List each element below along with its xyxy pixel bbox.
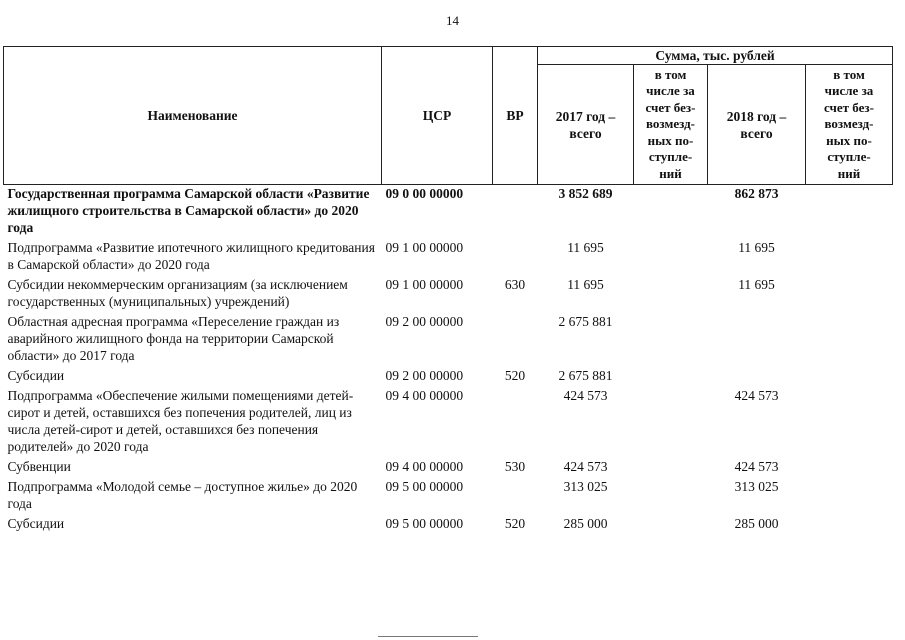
- header-line: в том: [833, 66, 865, 82]
- cell-free-2017: [634, 384, 708, 455]
- header-line: ступле-: [648, 149, 693, 165]
- header-line: ных по-: [647, 132, 694, 148]
- cell-total-2018: [708, 364, 806, 384]
- cell-vr: [493, 236, 538, 273]
- cell-csr: 09 2 00 00000: [385, 314, 464, 329]
- header-free-2017: [634, 65, 708, 185]
- cell-csr: 09 1 00 00000: [385, 240, 464, 255]
- header-line: возмезд-: [824, 116, 874, 132]
- cell-csr: 09 1 00 00000: [385, 277, 464, 292]
- cell-free-2018: [806, 185, 893, 237]
- cell-csr: 09 4 00 00000: [385, 388, 464, 403]
- cell-free-2018: [806, 455, 893, 475]
- cell-free-2018: [806, 475, 893, 512]
- cell-vr: [493, 185, 538, 237]
- cell-total-2018: [708, 310, 806, 364]
- header-total-2018: 2018 год – всего: [708, 65, 806, 185]
- header-vr: ВР: [493, 47, 538, 185]
- header-line: числе за: [646, 83, 695, 99]
- table-row: [4, 310, 893, 364]
- header-free-2018: [806, 65, 893, 185]
- cell-total-2017: 285 000: [563, 516, 608, 531]
- header-line: в том: [654, 66, 687, 82]
- cell-name: Подпрограмма «Молодой семье – доступное жилье» до 2020 года: [7, 479, 358, 511]
- cell-total-2017: 424 573: [563, 459, 608, 474]
- header-line: счет без-: [824, 99, 874, 115]
- cell-total-2018: 285 000: [734, 516, 779, 531]
- cell-free-2017: [634, 185, 708, 237]
- header-line: числе за: [824, 83, 874, 99]
- header-total-2017: 2017 год – всего: [538, 65, 634, 185]
- header-line: возмезд-: [646, 116, 695, 132]
- cell-total-2017: 11 695: [567, 240, 604, 255]
- cell-csr: 09 5 00 00000: [385, 479, 464, 494]
- cell-free-2017: [634, 310, 708, 364]
- header-line: ний: [659, 165, 682, 181]
- cell-name: Субсидии: [7, 368, 65, 383]
- header-sum-group: Сумма, тыс. рублей: [538, 47, 893, 65]
- footer-rule: [378, 636, 478, 637]
- cell-vr: 520: [504, 516, 526, 531]
- cell-free-2018: [806, 364, 893, 384]
- cell-csr: 09 4 00 00000: [385, 459, 464, 474]
- table-body: [4, 185, 893, 533]
- cell-name: Субвенции: [7, 459, 71, 474]
- cell-csr: 09 0 00 00000: [385, 186, 464, 201]
- cell-free-2017: [634, 273, 708, 310]
- table-row: [4, 455, 893, 475]
- cell-total-2018: 424 573: [734, 388, 779, 403]
- cell-free-2017: [634, 364, 708, 384]
- header-name: Наименование: [4, 47, 382, 185]
- cell-name: Субсидии: [7, 516, 65, 531]
- header-line: ступле-: [827, 149, 871, 165]
- cell-total-2017: 3 852 689: [558, 186, 613, 201]
- cell-total-2017: 2 675 881: [558, 368, 613, 383]
- cell-free-2017: [634, 475, 708, 512]
- table-row: [4, 384, 893, 455]
- cell-vr: [493, 475, 538, 512]
- cell-vr: 630: [504, 277, 526, 292]
- cell-free-2017: [634, 455, 708, 475]
- cell-name: Государственная программа Самарской области «Развитие жилищного строительства в Самарской области» до 2020 года: [7, 186, 370, 235]
- cell-total-2017: 11 695: [567, 277, 604, 292]
- header-csr: ЦСР: [382, 47, 493, 185]
- cell-total-2017: 313 025: [563, 479, 608, 494]
- cell-name: Подпрограмма «Обеспечение жилыми помещениями детей-сирот и детей, оставшихся без попечения родителей, лиц из числа детей-сирот и детей, оставшихся без попечения родителей» до 2020 года: [7, 388, 354, 454]
- header-row-top: [4, 47, 893, 65]
- cell-vr: [493, 384, 538, 455]
- cell-total-2017: 2 675 881: [558, 314, 613, 329]
- header-line: ных по-: [826, 132, 872, 148]
- cell-free-2017: [634, 512, 708, 532]
- cell-name: Подпрограмма «Развитие ипотечного жилищного кредитования в Самарской области» до 2020 года: [7, 240, 375, 272]
- cell-name: Областная адресная программа «Переселение граждан из аварийного жилищного фонда на территории Самарской области» до 2017 года: [7, 314, 340, 363]
- cell-total-2018: 313 025: [734, 479, 779, 494]
- table-row: [4, 475, 893, 512]
- cell-total-2018: 11 695: [738, 277, 775, 292]
- cell-csr: 09 2 00 00000: [385, 368, 464, 383]
- cell-total-2018: 11 695: [738, 240, 775, 255]
- cell-csr: 09 5 00 00000: [385, 516, 464, 531]
- cell-vr: 520: [504, 368, 526, 383]
- table-row: [4, 512, 893, 532]
- cell-free-2018: [806, 512, 893, 532]
- cell-total-2017: 424 573: [563, 388, 608, 403]
- cell-total-2018: 862 873: [734, 186, 779, 201]
- cell-total-2018: 424 573: [734, 459, 779, 474]
- cell-vr: [493, 310, 538, 364]
- table-row: [4, 236, 893, 273]
- table-row: [4, 185, 893, 237]
- cell-name: Субсидии некоммерческим организациям (за исключением государственных (муниципальных) учреждений): [7, 277, 348, 309]
- cell-free-2018: [806, 236, 893, 273]
- cell-free-2018: [806, 310, 893, 364]
- cell-free-2018: [806, 273, 893, 310]
- budget-table: [3, 46, 893, 532]
- page-number: 14: [446, 13, 459, 28]
- table-row: [4, 273, 893, 310]
- cell-free-2018: [806, 384, 893, 455]
- cell-vr: 530: [504, 459, 526, 474]
- cell-free-2017: [634, 236, 708, 273]
- table-row: [4, 364, 893, 384]
- header-line: ний: [837, 165, 861, 181]
- header-line: счет без-: [645, 99, 696, 115]
